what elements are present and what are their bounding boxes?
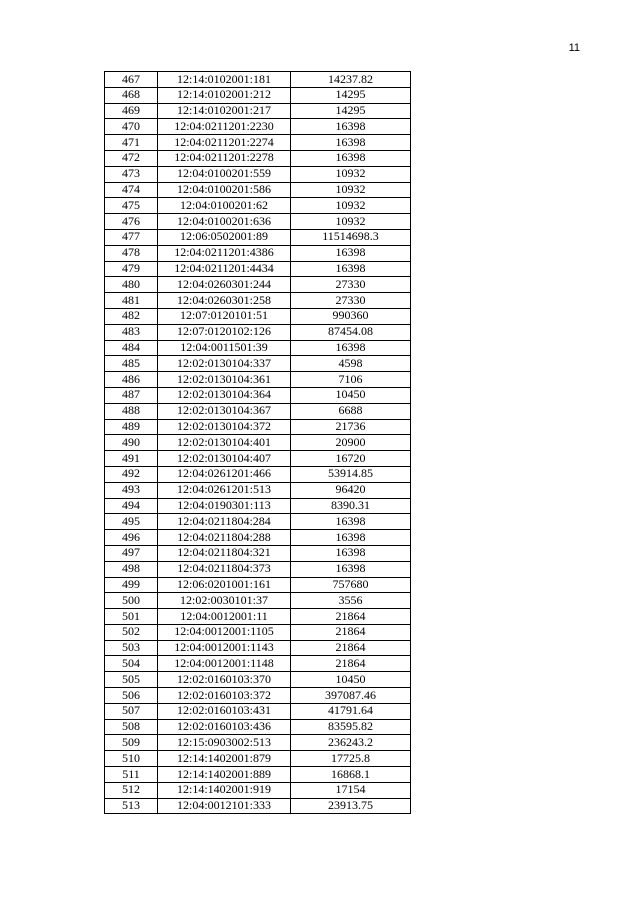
cadastral-number-cell: 12:04:0012001:11	[158, 609, 291, 625]
value-cell: 21864	[291, 624, 411, 640]
table-row	[105, 403, 411, 419]
value-cell: 16398	[291, 135, 411, 151]
table-row	[105, 103, 411, 119]
table-row	[105, 656, 411, 672]
value-cell: 3556	[291, 593, 411, 609]
table-row	[105, 782, 411, 798]
cadastral-number-cell: 12:04:0211804:321	[158, 545, 291, 561]
value-cell: 21736	[291, 419, 411, 435]
row-number-cell: 470	[105, 119, 158, 135]
table-row	[105, 166, 411, 182]
value-cell: 990360	[291, 308, 411, 324]
value-cell: 757680	[291, 577, 411, 593]
cadastral-number-cell: 12:07:0120101:51	[158, 308, 291, 324]
row-number-cell: 483	[105, 324, 158, 340]
table-row	[105, 356, 411, 372]
page-number: 11	[568, 42, 580, 54]
cadastral-number-cell: 12:02:0130104:364	[158, 387, 291, 403]
cadastral-number-cell: 12:04:0261201:513	[158, 482, 291, 498]
cadastral-number-cell: 12:04:0211201:2230	[158, 119, 291, 135]
cadastral-number-cell: 12:14:0102001:181	[158, 72, 291, 88]
value-cell: 21864	[291, 656, 411, 672]
value-cell: 10932	[291, 182, 411, 198]
cadastral-number-cell: 12:14:1402001:919	[158, 782, 291, 798]
table-row	[105, 245, 411, 261]
value-cell: 17154	[291, 782, 411, 798]
value-cell: 236243.2	[291, 735, 411, 751]
cadastral-number-cell: 12:04:0211804:284	[158, 514, 291, 530]
row-number-cell: 510	[105, 751, 158, 767]
table-row	[105, 545, 411, 561]
table-row	[105, 214, 411, 230]
table-row	[105, 624, 411, 640]
row-number-cell: 480	[105, 277, 158, 293]
table-row	[105, 308, 411, 324]
table-row	[105, 735, 411, 751]
cadastral-number-cell: 12:15:0903002:513	[158, 735, 291, 751]
row-number-cell: 495	[105, 514, 158, 530]
cadastral-number-cell: 12:04:0011501:39	[158, 340, 291, 356]
table-row	[105, 387, 411, 403]
cadastral-number-cell: 12:04:0100201:62	[158, 198, 291, 214]
value-cell: 6688	[291, 403, 411, 419]
value-cell: 14295	[291, 87, 411, 103]
row-number-cell: 513	[105, 798, 158, 814]
table-row	[105, 451, 411, 467]
value-cell: 14237.82	[291, 72, 411, 88]
table-row	[105, 561, 411, 577]
cadastral-number-cell: 12:04:0211201:4386	[158, 245, 291, 261]
row-number-cell: 488	[105, 403, 158, 419]
value-cell: 16398	[291, 245, 411, 261]
table-row	[105, 751, 411, 767]
cadastral-number-cell: 12:04:0012001:1105	[158, 624, 291, 640]
value-cell: 21864	[291, 640, 411, 656]
value-cell: 11514698.3	[291, 229, 411, 245]
row-number-cell: 497	[105, 545, 158, 561]
value-cell: 27330	[291, 277, 411, 293]
value-cell: 16868.1	[291, 767, 411, 783]
cadastral-number-cell: 12:04:0100201:586	[158, 182, 291, 198]
cadastral-number-cell: 12:06:0201001:161	[158, 577, 291, 593]
cadastral-number-cell: 12:02:0160103:436	[158, 719, 291, 735]
cadastral-number-cell: 12:14:0102001:217	[158, 103, 291, 119]
table-row	[105, 530, 411, 546]
value-cell: 397087.46	[291, 688, 411, 704]
cadastral-number-cell: 12:04:0211201:2278	[158, 150, 291, 166]
table-row	[105, 340, 411, 356]
row-number-cell: 467	[105, 72, 158, 88]
cadastral-number-cell: 12:14:0102001:212	[158, 87, 291, 103]
table-row	[105, 182, 411, 198]
table-row	[105, 119, 411, 135]
table-row	[105, 293, 411, 309]
row-number-cell: 494	[105, 498, 158, 514]
table-row	[105, 466, 411, 482]
value-cell: 10932	[291, 214, 411, 230]
table-row	[105, 324, 411, 340]
table-row	[105, 798, 411, 814]
table-row	[105, 767, 411, 783]
cadastral-number-cell: 12:02:0160103:370	[158, 672, 291, 688]
row-number-cell: 481	[105, 293, 158, 309]
table-row	[105, 150, 411, 166]
cadastral-number-cell: 12:04:0012001:1148	[158, 656, 291, 672]
row-number-cell: 468	[105, 87, 158, 103]
cadastral-number-cell: 12:04:0260301:258	[158, 293, 291, 309]
value-cell: 16398	[291, 561, 411, 577]
table-row	[105, 688, 411, 704]
row-number-cell: 486	[105, 372, 158, 388]
table-row	[105, 609, 411, 625]
value-cell: 16398	[291, 150, 411, 166]
row-number-cell: 505	[105, 672, 158, 688]
table-row	[105, 498, 411, 514]
table-row	[105, 719, 411, 735]
cadastral-number-cell: 12:02:0130104:407	[158, 451, 291, 467]
row-number-cell: 485	[105, 356, 158, 372]
table-row	[105, 577, 411, 593]
cadastral-number-cell: 12:04:0190301:113	[158, 498, 291, 514]
cadastral-number-cell: 12:04:0261201:466	[158, 466, 291, 482]
table-row	[105, 640, 411, 656]
row-number-cell: 491	[105, 451, 158, 467]
table-row	[105, 135, 411, 151]
row-number-cell: 489	[105, 419, 158, 435]
row-number-cell: 490	[105, 435, 158, 451]
value-cell: 41791.64	[291, 703, 411, 719]
cadastral-number-cell: 12:02:0130104:361	[158, 372, 291, 388]
cadastral-number-cell: 12:04:0211804:288	[158, 530, 291, 546]
row-number-cell: 499	[105, 577, 158, 593]
row-number-cell: 508	[105, 719, 158, 735]
cadastral-number-cell: 12:06:0502001:89	[158, 229, 291, 245]
table-row	[105, 372, 411, 388]
row-number-cell: 479	[105, 261, 158, 277]
value-cell: 16398	[291, 514, 411, 530]
table-row	[105, 703, 411, 719]
table-row	[105, 198, 411, 214]
value-cell: 4598	[291, 356, 411, 372]
value-cell: 87454.08	[291, 324, 411, 340]
value-cell: 14295	[291, 103, 411, 119]
cadastral-number-cell: 12:02:0130104:372	[158, 419, 291, 435]
table-row	[105, 593, 411, 609]
cadastral-number-cell: 12:04:0211804:373	[158, 561, 291, 577]
cadastral-number-cell: 12:04:0211201:4434	[158, 261, 291, 277]
cadastral-number-cell: 12:04:0100201:636	[158, 214, 291, 230]
row-number-cell: 507	[105, 703, 158, 719]
value-cell: 16398	[291, 530, 411, 546]
cadastral-number-cell: 12:07:0120102:126	[158, 324, 291, 340]
row-number-cell: 484	[105, 340, 158, 356]
cadastral-number-cell: 12:04:0100201:559	[158, 166, 291, 182]
cadastral-number-cell: 12:04:0211201:2274	[158, 135, 291, 151]
cadastral-number-cell: 12:02:0160103:372	[158, 688, 291, 704]
row-number-cell: 472	[105, 150, 158, 166]
value-cell: 16720	[291, 451, 411, 467]
value-cell: 10450	[291, 672, 411, 688]
table-row	[105, 261, 411, 277]
table-row	[105, 672, 411, 688]
table-row	[105, 277, 411, 293]
row-number-cell: 492	[105, 466, 158, 482]
cadastral-number-cell: 12:02:0160103:431	[158, 703, 291, 719]
row-number-cell: 475	[105, 198, 158, 214]
row-number-cell: 493	[105, 482, 158, 498]
row-number-cell: 476	[105, 214, 158, 230]
value-cell: 27330	[291, 293, 411, 309]
value-cell: 16398	[291, 340, 411, 356]
cadastral-number-cell: 12:02:0030101:37	[158, 593, 291, 609]
row-number-cell: 482	[105, 308, 158, 324]
value-cell: 23913.75	[291, 798, 411, 814]
value-cell: 53914.85	[291, 466, 411, 482]
row-number-cell: 473	[105, 166, 158, 182]
row-number-cell: 512	[105, 782, 158, 798]
row-number-cell: 504	[105, 656, 158, 672]
value-cell: 20900	[291, 435, 411, 451]
row-number-cell: 471	[105, 135, 158, 151]
cadastral-number-cell: 12:14:1402001:879	[158, 751, 291, 767]
row-number-cell: 477	[105, 229, 158, 245]
value-cell: 16398	[291, 545, 411, 561]
cadastral-number-cell: 12:02:0130104:337	[158, 356, 291, 372]
table-row	[105, 435, 411, 451]
cadastral-number-cell: 12:04:0012101:333	[158, 798, 291, 814]
row-number-cell: 487	[105, 387, 158, 403]
row-number-cell: 511	[105, 767, 158, 783]
cadastral-number-cell: 12:04:0012001:1143	[158, 640, 291, 656]
value-cell: 10450	[291, 387, 411, 403]
row-number-cell: 496	[105, 530, 158, 546]
cadastral-number-cell: 12:02:0130104:367	[158, 403, 291, 419]
table-row	[105, 419, 411, 435]
data-table	[104, 71, 411, 814]
value-cell: 16398	[291, 119, 411, 135]
table-row	[105, 87, 411, 103]
row-number-cell: 502	[105, 624, 158, 640]
row-number-cell: 501	[105, 609, 158, 625]
value-cell: 7106	[291, 372, 411, 388]
cadastral-number-cell: 12:02:0130104:401	[158, 435, 291, 451]
value-cell: 16398	[291, 261, 411, 277]
row-number-cell: 474	[105, 182, 158, 198]
table-row	[105, 482, 411, 498]
table-row	[105, 72, 411, 88]
row-number-cell: 500	[105, 593, 158, 609]
value-cell: 8390.31	[291, 498, 411, 514]
value-cell: 17725.8	[291, 751, 411, 767]
row-number-cell: 509	[105, 735, 158, 751]
value-cell: 21864	[291, 609, 411, 625]
row-number-cell: 503	[105, 640, 158, 656]
row-number-cell: 498	[105, 561, 158, 577]
row-number-cell: 478	[105, 245, 158, 261]
row-number-cell: 469	[105, 103, 158, 119]
table-row	[105, 514, 411, 530]
value-cell: 96420	[291, 482, 411, 498]
value-cell: 83595.82	[291, 719, 411, 735]
table-row	[105, 229, 411, 245]
row-number-cell: 506	[105, 688, 158, 704]
cadastral-number-cell: 12:14:1402001:889	[158, 767, 291, 783]
value-cell: 10932	[291, 166, 411, 182]
table-body	[105, 72, 411, 814]
value-cell: 10932	[291, 198, 411, 214]
cadastral-number-cell: 12:04:0260301:244	[158, 277, 291, 293]
